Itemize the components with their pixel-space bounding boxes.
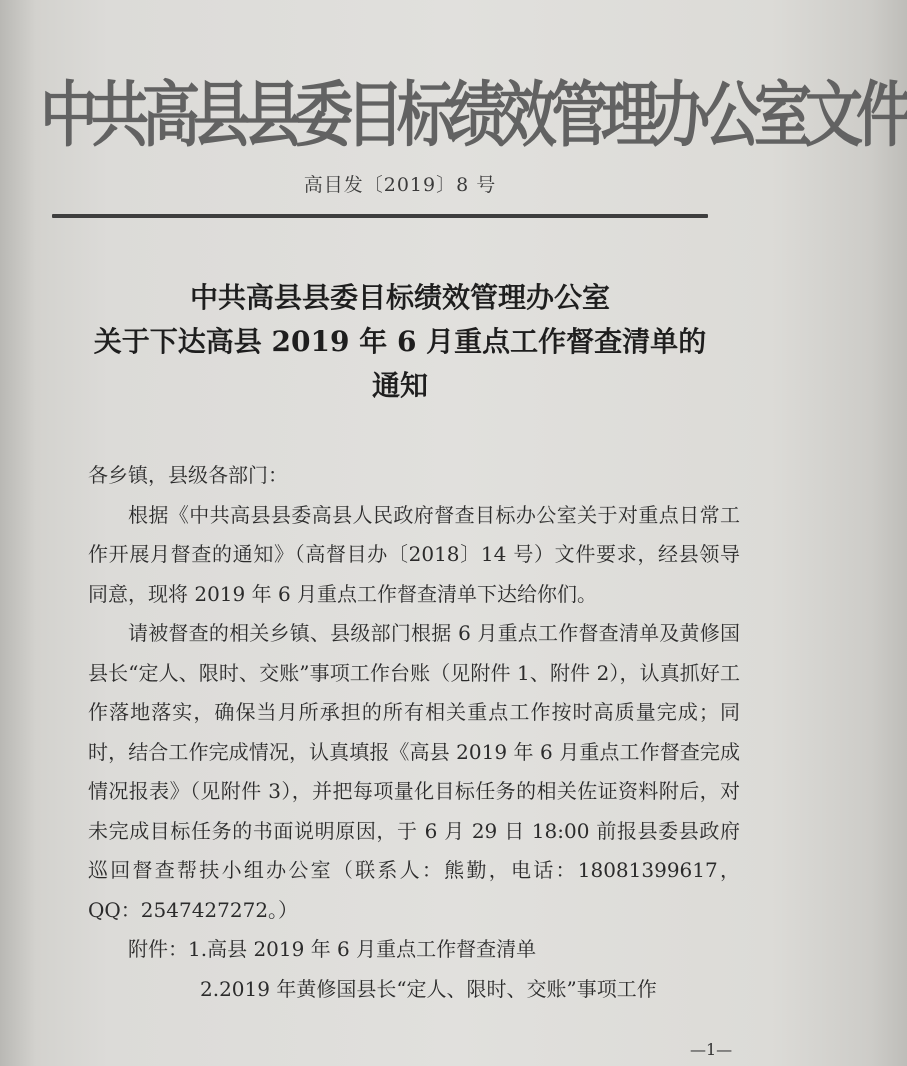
document-number: 高目发〔2019〕8 号 <box>303 174 497 196</box>
paragraph-requirements: 请被督查的相关乡镇、县级部门根据 6 月重点工作督查清单及黄修国县长“定人、限时、交账”事项工作台账（见附件 1、附件 2），认真抓好工作落地落实，确保当月所承担的所有相关重点工作按时高质量完成；同时，结合工作完成情况，认真填报《高县 2019 年 6 月重点工作督查完成情况报表》（见附件 3），并把每项量化目标任务的相关佐证资料附后，对未完成目标任务的书面说明原因，于 6 月 29 日 18:00 前报县委县政府巡回督查帮扶小组办公室（联系人：熊勤，电话：18081399617，QQ：2547427272。） <box>88 621 740 922</box>
salutation: 各乡镇，县级各部门： <box>88 463 288 487</box>
notice-title-line-3: 通知 <box>371 369 428 402</box>
notice-title <box>40 276 760 408</box>
attachment-item-2: 2.2019 年黄修国县长“定人、限时、交账”事项工作 <box>200 976 657 1001</box>
notice-title-line-2: 关于下达高县 2019 年 6 月重点工作督查清单的 <box>93 325 707 358</box>
paragraph-basis: 根据《中共高县县委高县人民政府督查目标办公室关于对重点日常工作开展月督查的通知》（高督目办〔2018〕14 号）文件要求，经县领导同意，现将 2019 年 6 月重点工作督查清单下达给你们。 <box>88 502 740 606</box>
header-divider <box>52 214 708 218</box>
notice-title-line-1: 中共高县县委目标绩效管理办公室 <box>189 281 610 314</box>
issuer-header-title: 中共高县县委目标绩效管理办公室文件 <box>40 73 907 157</box>
attachment-item-1: 附件：1.高县 2019 年 6 月重点工作督查清单 <box>128 937 537 961</box>
page-number: —1— <box>690 1040 733 1059</box>
notice-body <box>88 456 740 1009</box>
